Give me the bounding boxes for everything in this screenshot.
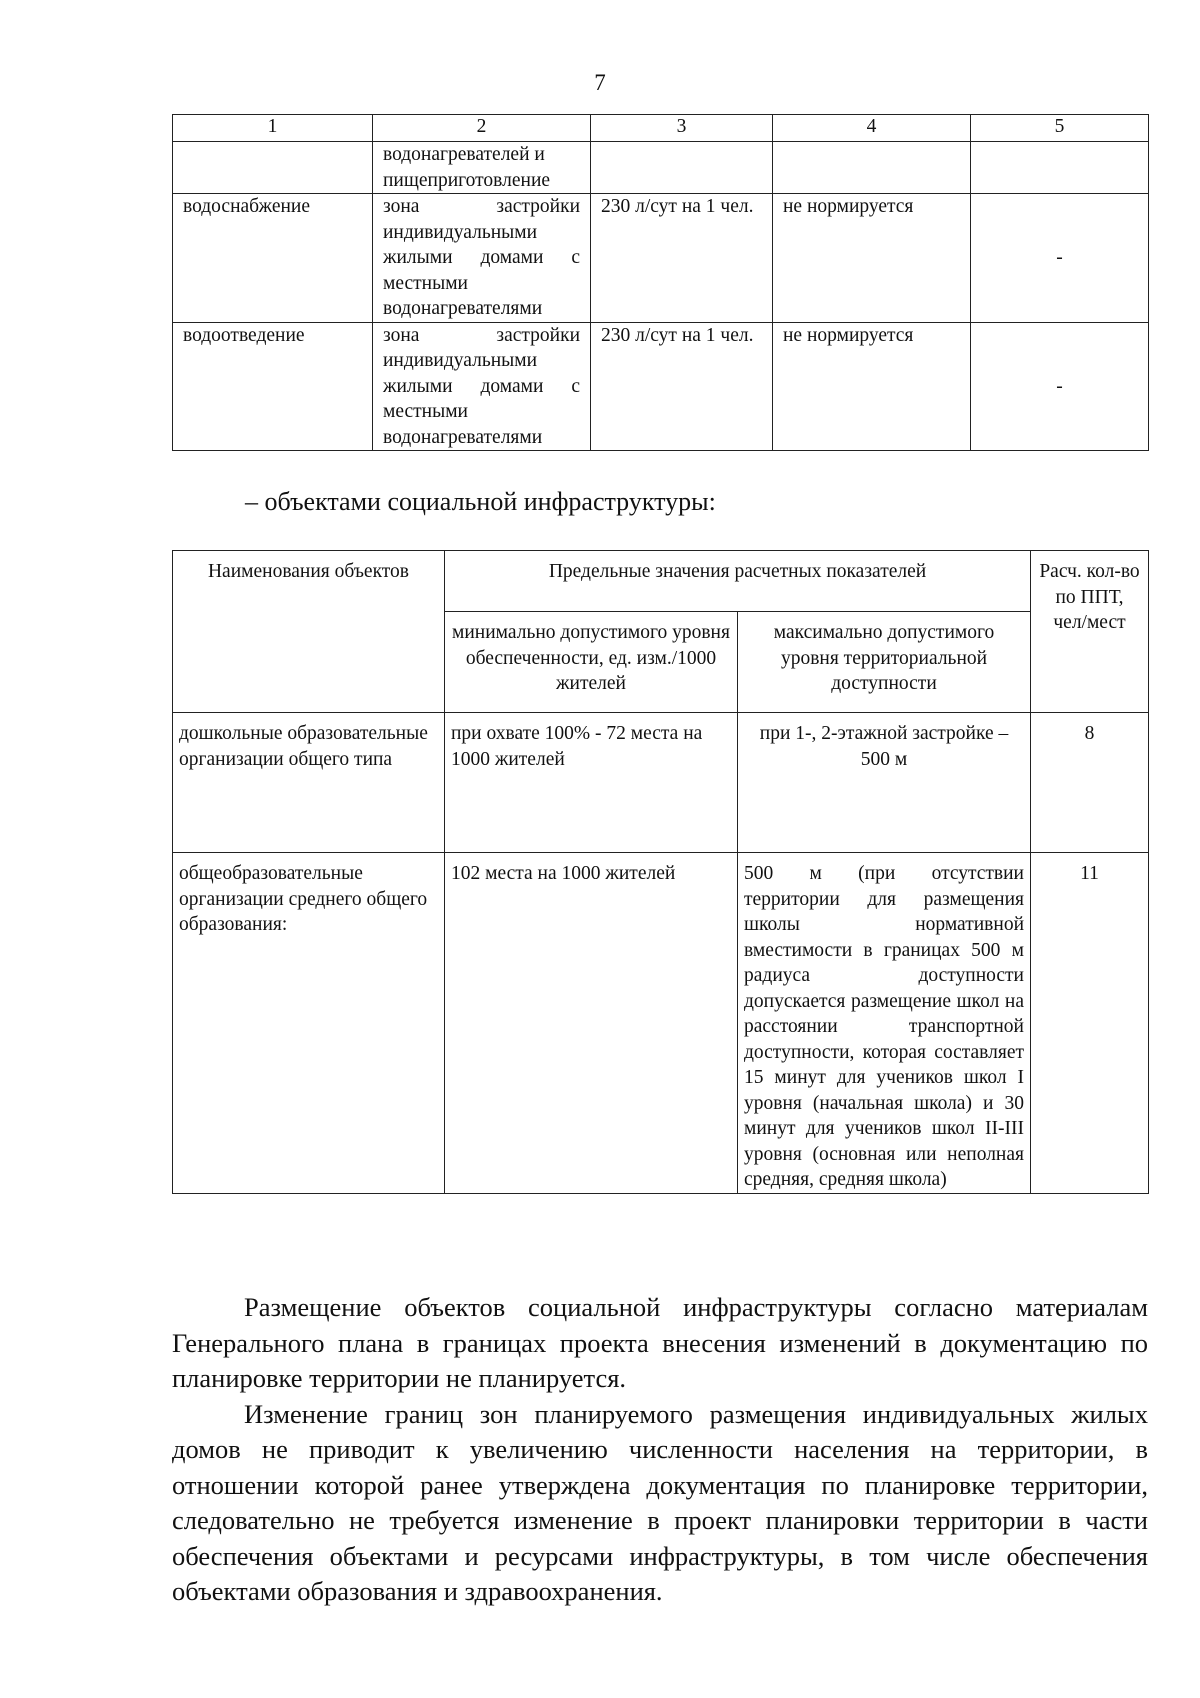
- column-number: 3: [591, 115, 773, 142]
- table-cell: 500 м (при отсутствии территории для размещения школы нормативной вместимости в границах 500 м радиуса доступности допускается размещение школ на расстоянии транспортной доступности, которая составляет 15 минут для учеников школ I уровня (начальная школа) и 30 минут для учеников школ II-III уровня (основная или неполная средняя, средняя школа): [738, 853, 1031, 1194]
- social-infrastructure-table: [172, 550, 1149, 1194]
- table-cell: -: [971, 194, 1149, 323]
- table-cell: 102 места на 1000 жителей: [445, 853, 738, 1194]
- table-row: [173, 142, 1149, 194]
- table-cell: при 1-, 2-этажной застройке – 500 м: [738, 713, 1031, 853]
- table-row: [173, 713, 1149, 853]
- table-cell: водоснабжение: [173, 194, 373, 323]
- column-number: 5: [971, 115, 1149, 142]
- paragraph: Изменение границ зон планируемого размещения индивидуальных жилых домов не приводит к увеличению численности населения на территории, в отношении которой ранее утверждена документация по планировке территории, следовательно не требуется изменение в проект планировки территории в части обеспечения объектами и ресурсами инфраструктуры, в том числе обеспечения объектами образования и здравоохранения.: [172, 1398, 1148, 1606]
- page-number: 7: [594, 70, 606, 95]
- paragraph: Размещение объектов социальной инфраструктуры согласно материалам Генерального плана в границах проекта внесения изменений в документацию по планировке территории не планируется.: [172, 1292, 1148, 1393]
- table-cell: зона застройки индивидуальными жилыми домами с местными водонагревателями: [373, 194, 591, 323]
- table-header-row: [173, 551, 1149, 612]
- table-cell: водоотведение: [173, 322, 373, 451]
- table-row: [173, 853, 1149, 1194]
- table-cell: [971, 142, 1149, 194]
- table-cell: 11: [1031, 853, 1149, 1194]
- table-cell: не нормируется: [773, 322, 971, 451]
- table-cell: 230 л/сут на 1 чел.: [591, 194, 773, 323]
- table-cell: не нормируется: [773, 194, 971, 323]
- header-object-names: Наименования объектов: [173, 551, 445, 713]
- body-text: [172, 1290, 1148, 1610]
- table-cell: при охвате 100% - 72 места на 1000 жителей: [445, 713, 738, 853]
- table-cell: 230 л/сут на 1 чел.: [591, 322, 773, 451]
- table-row: [173, 194, 1149, 323]
- header-limit-values: Предельные значения расчетных показателей: [445, 551, 1031, 612]
- table-cell: [173, 142, 373, 194]
- header-min-level: минимально допустимого уровня обеспеченности, ед. изм./1000 жителей: [445, 612, 738, 713]
- table-header-row: [173, 115, 1149, 142]
- table-cell: [773, 142, 971, 194]
- table-cell: 8: [1031, 713, 1149, 853]
- utilities-table: [172, 114, 1149, 451]
- table-cell: дошкольные образовательные организации общего типа: [173, 713, 445, 853]
- table-cell: [591, 142, 773, 194]
- table-cell: общеобразовательные организации среднего общего образования:: [173, 853, 445, 1194]
- header-calculated-count: Расч. кол-во по ППТ, чел/мест: [1031, 551, 1149, 713]
- column-number: 2: [373, 115, 591, 142]
- table-cell: зона застройки индивидуальными жилыми домами с местными водонагревателями: [373, 322, 591, 451]
- table-row: [173, 322, 1149, 451]
- table-cell: -: [971, 322, 1149, 451]
- section-heading: – объектами социальной инфраструктуры:: [245, 487, 716, 516]
- table-cell: водонагревателей и пищеприготовление: [373, 142, 591, 194]
- column-number: 4: [773, 115, 971, 142]
- header-max-level: максимально допустимого уровня территориальной доступности: [738, 612, 1031, 713]
- column-number: 1: [173, 115, 373, 142]
